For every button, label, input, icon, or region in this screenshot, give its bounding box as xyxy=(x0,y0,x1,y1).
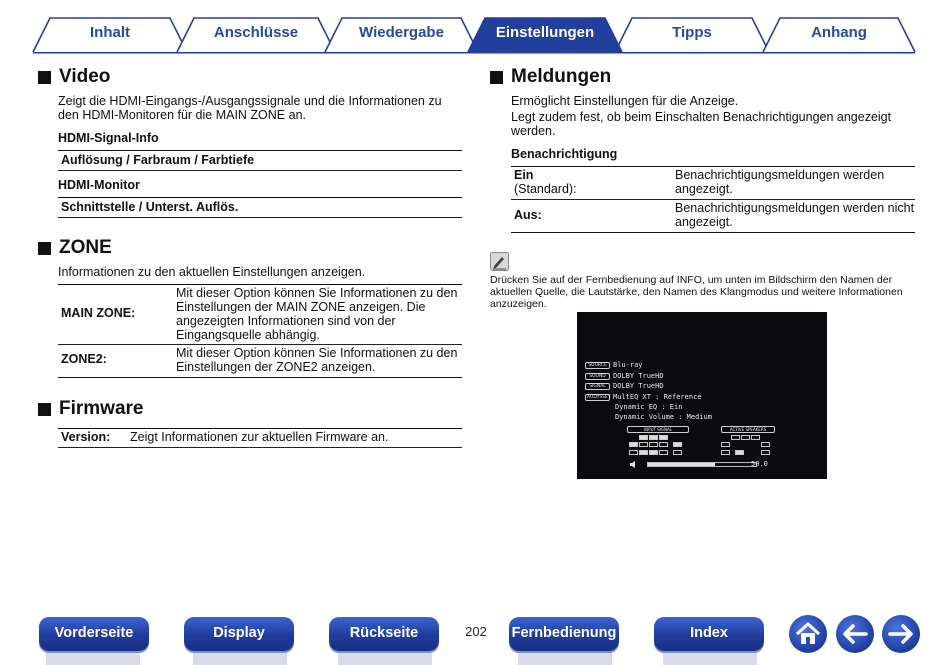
benachrichtigung-label: Benachrichtigung xyxy=(511,147,618,161)
zone-row-key: MAIN ZONE: xyxy=(61,306,136,320)
osd-channel xyxy=(629,442,638,447)
forward-arrow-icon xyxy=(882,615,920,653)
meldungen-row-value: Benachrichtigungsmeldungen werden angezeigt. xyxy=(675,168,885,196)
section-square-icon xyxy=(38,71,51,84)
divider xyxy=(58,197,462,198)
zone-row-key: ZONE2: xyxy=(61,352,107,366)
osd-tag: AUDYSSEY xyxy=(587,394,611,400)
hdmi-signal-info-label: HDMI-Signal-Info xyxy=(58,131,159,145)
section-zone-title: ZONE xyxy=(59,237,112,258)
meldungen-row-value: Benachrichtigungsmeldungen werden nicht angezeigt. xyxy=(675,201,915,229)
osd-channel xyxy=(639,435,648,440)
nav-shadow xyxy=(193,651,287,665)
meldungen-row-key-default: (Standard): xyxy=(514,182,577,196)
osd-channel xyxy=(629,450,638,455)
nav-shadow xyxy=(663,651,757,665)
firmware-key: Version: xyxy=(61,430,111,444)
forward-button[interactable] xyxy=(882,615,920,653)
osd-value: DOLBY TrueHD xyxy=(613,372,664,380)
osd-speaker xyxy=(721,442,730,447)
section-video-title: Video xyxy=(59,66,111,87)
divider xyxy=(58,447,462,448)
osd-row xyxy=(585,372,664,380)
tab-wiedergabe[interactable]: Wiedergabe xyxy=(359,24,444,41)
nav-display-button[interactable]: Display xyxy=(184,617,294,651)
osd-volume-fill xyxy=(648,463,715,466)
osd-channel xyxy=(639,442,648,447)
zone-row-value: Mit dieser Option können Sie Informationen zu den Einstellungen der ZONE2 anzeigen. xyxy=(176,346,458,374)
tab-anhang[interactable]: Anhang xyxy=(811,24,867,41)
osd-speaker xyxy=(751,435,760,440)
meldungen-description-1: Ermöglicht Einstellungen für die Anzeige. xyxy=(511,94,739,108)
nav-vorderseite-button[interactable]: Vorderseite xyxy=(39,617,149,651)
osd-channel xyxy=(659,442,668,447)
osd-speaker xyxy=(721,450,730,455)
osd-screenshot xyxy=(577,312,827,479)
divider xyxy=(58,428,462,429)
note-text: Drücken Sie auf der Fernbedienung auf INFO, um unten im Bildschirm den Namen der aktuellen Quelle, die Lautstärke, den Namen des Klangmodus und weitere Informationen anzuzeigen. xyxy=(490,274,903,310)
hdmi-monitor-label: HDMI-Monitor xyxy=(58,178,140,192)
osd-channel xyxy=(659,435,668,440)
home-button[interactable] xyxy=(789,615,827,653)
tab-inhalt[interactable]: Inhalt xyxy=(90,24,130,41)
home-icon xyxy=(789,615,827,653)
hdmi-monitor-item: Schnittstelle / Unterst. Auflös. xyxy=(61,200,239,214)
divider xyxy=(58,377,462,378)
osd-tag: SOURCE xyxy=(585,362,610,369)
divider xyxy=(58,344,462,345)
nav-index-button[interactable]: Index xyxy=(654,617,764,651)
osd-speaker xyxy=(735,450,744,455)
note-pencil-icon xyxy=(490,252,509,271)
osd-channel xyxy=(639,450,648,455)
nav-shadow xyxy=(518,651,612,665)
section-meldungen-heading xyxy=(490,66,611,88)
osd-channel xyxy=(649,442,658,447)
divider xyxy=(511,232,915,233)
zone-row-value: Mit dieser Option können Sie Informationen zu den Einstellungen der MAIN ZONE anzeigen. Die angezeigten Informationen sind von der Eingangsquelle abhängig. xyxy=(176,286,458,342)
meldungen-description-2: Legt zudem fest, ob beim Einschalten Benachrichtigungen angezeigt werden. xyxy=(511,110,892,138)
tab-einstellungen[interactable]: Einstellungen xyxy=(495,24,595,41)
divider xyxy=(58,170,462,171)
divider xyxy=(58,284,462,285)
video-description: Zeigt die HDMI-Eingangs-/Ausgangssignale und die Informationen zu den HDMI-Monitoren für die MAIN ZONE an. xyxy=(58,94,442,122)
hdmi-signal-info-item: Auflösung / Farbraum / Farbtiefe xyxy=(61,153,255,167)
divider xyxy=(58,150,462,151)
section-firmware-heading xyxy=(38,398,143,420)
osd-tag: SOUND xyxy=(585,373,610,380)
meldungen-row-key: Aus: xyxy=(514,208,542,222)
osd-speaker xyxy=(761,442,770,447)
osd-channel xyxy=(673,450,682,455)
divider xyxy=(58,217,462,218)
osd-row xyxy=(585,382,664,390)
osd-speaker xyxy=(741,435,750,440)
section-meldungen-title: Meldungen xyxy=(511,66,612,87)
firmware-value: Zeigt Informationen zur aktuellen Firmware an. xyxy=(130,430,389,444)
osd-dynamic-eq: Dynamic EQ : Ein xyxy=(615,403,683,411)
back-button[interactable] xyxy=(836,615,874,653)
osd-volume-bar xyxy=(647,462,757,467)
section-square-icon xyxy=(38,403,51,416)
speaker-volume-icon xyxy=(629,460,639,469)
meldungen-row-key: Ein xyxy=(514,168,534,182)
osd-dynamic-volume: Dynamic Volume : Medium xyxy=(615,413,712,421)
osd-value: DOLBY TrueHD xyxy=(613,382,664,390)
osd-tag: SIGNAL xyxy=(585,383,610,390)
nav-rueckseite-button[interactable]: Rückseite xyxy=(329,617,439,651)
osd-value: Blu-ray xyxy=(613,361,643,369)
osd-channel xyxy=(649,450,658,455)
osd-volume-value: 50.0 xyxy=(751,460,768,468)
zone-description: Informationen zu den aktuellen Einstellungen anzeigen. xyxy=(58,265,366,279)
divider xyxy=(511,166,915,167)
tab-tipps[interactable]: Tipps xyxy=(672,24,712,41)
section-square-icon xyxy=(38,242,51,255)
section-video-heading xyxy=(38,66,110,88)
osd-speaker xyxy=(731,435,740,440)
divider xyxy=(511,199,915,200)
section-square-icon xyxy=(490,71,503,84)
osd-speaker xyxy=(761,450,770,455)
osd-channel xyxy=(673,442,682,447)
osd-channel xyxy=(659,450,668,455)
back-arrow-icon xyxy=(836,615,874,653)
section-firmware-title: Firmware xyxy=(59,398,144,419)
osd-channel xyxy=(649,435,658,440)
osd-active-speakers-label: ACTIVE SPEAKERS xyxy=(721,426,775,433)
nav-shadow xyxy=(338,651,432,665)
nav-shadow xyxy=(46,651,140,665)
osd-value: MultEQ XT : Reference xyxy=(613,393,702,401)
osd-row xyxy=(585,361,643,369)
osd-input-signal-label: INPUT SIGNAL xyxy=(627,426,689,433)
nav-fernbedienung-button[interactable]: Fernbedienung xyxy=(509,617,619,651)
tab-anschluesse[interactable]: Anschlüsse xyxy=(213,24,299,41)
tab-bar xyxy=(0,0,950,56)
page-number: 202 xyxy=(465,624,487,639)
osd-row xyxy=(585,393,702,401)
section-zone-heading xyxy=(38,237,112,259)
